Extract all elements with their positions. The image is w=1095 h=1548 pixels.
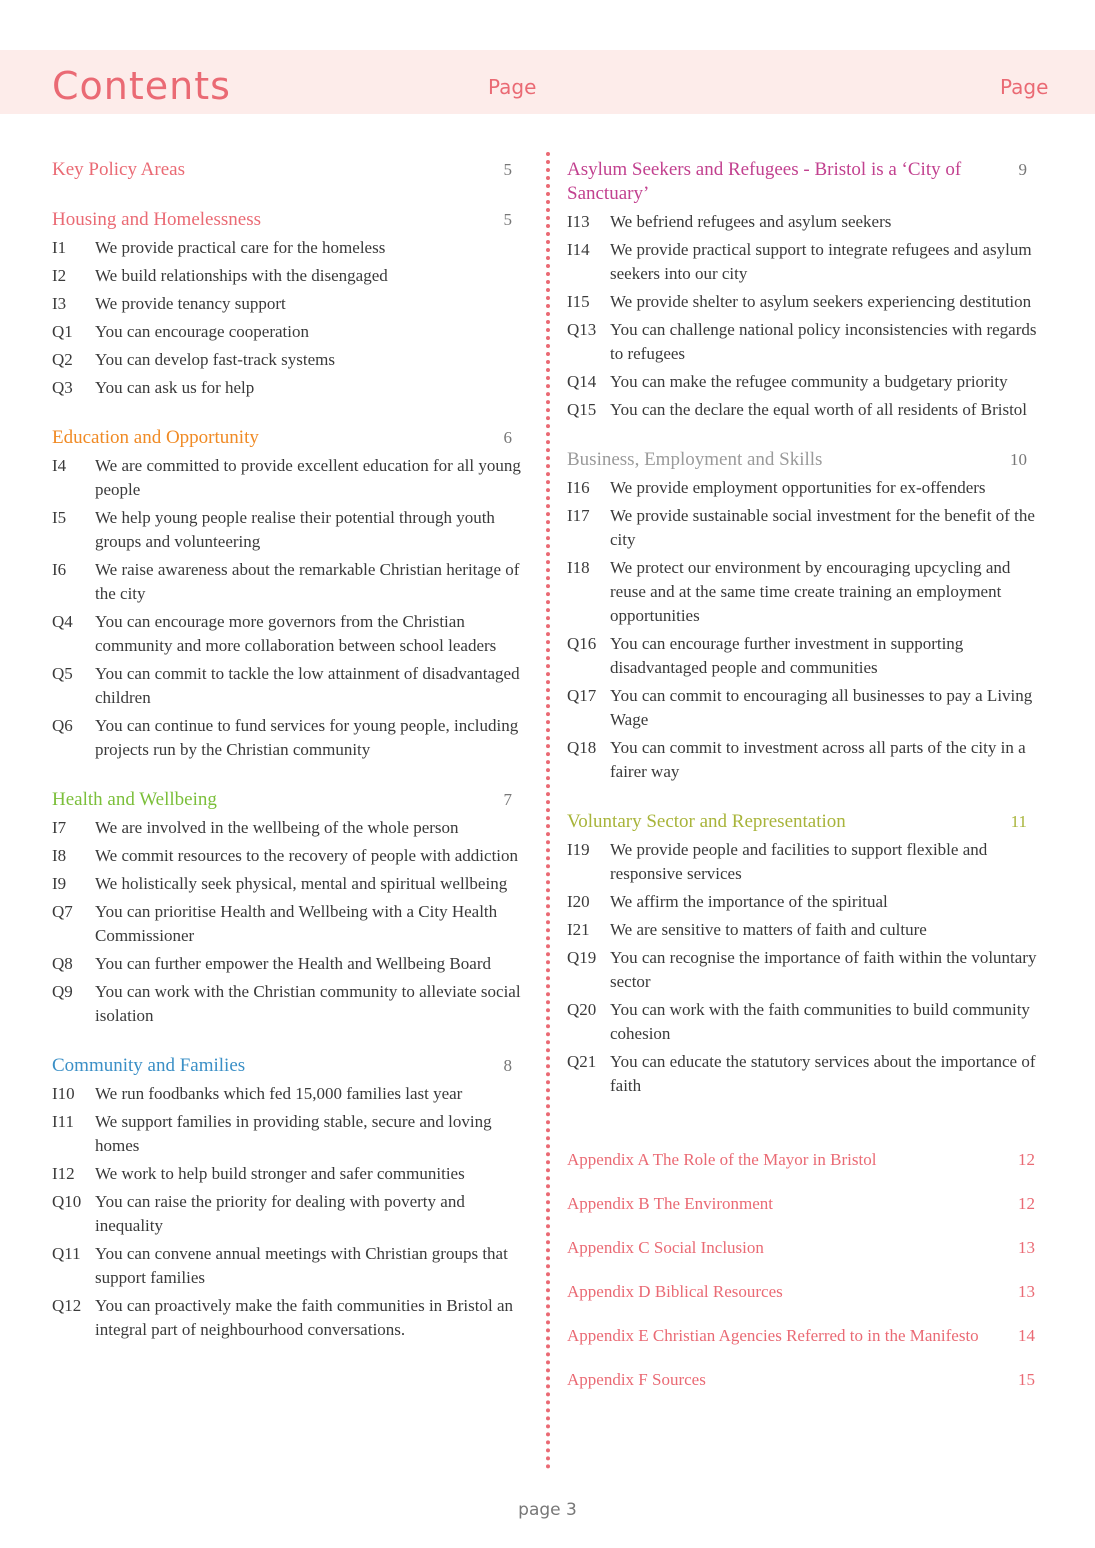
item-code: Q2 (52, 350, 73, 369)
item-code: Q10 (52, 1192, 82, 1211)
item-text: You can prioritise Health and Wellbeing with a City Health Commissioner (95, 902, 498, 945)
item-code: Q8 (52, 954, 73, 973)
section-title[interactable] (52, 426, 522, 450)
toc-item[interactable] (567, 632, 1037, 680)
toc-item[interactable] (52, 714, 522, 762)
item-text: We protect our environment by encouraging upcycling and reuse and at the same time create training an employment opportunities (610, 558, 1011, 625)
appendix-item[interactable] (567, 1236, 1037, 1260)
item-code: Q1 (52, 322, 73, 341)
toc-section-business (567, 448, 1037, 784)
toc-item[interactable] (567, 318, 1037, 366)
item-code: Q20 (567, 1000, 597, 1019)
item-code: I11 (52, 1112, 75, 1131)
item-text: You can ask us for help (95, 378, 255, 397)
toc-item[interactable] (52, 844, 522, 868)
item-code: Q13 (567, 320, 597, 339)
item-code: I9 (52, 874, 67, 893)
toc-item[interactable] (567, 736, 1037, 784)
item-code: I18 (567, 558, 590, 577)
item-code: I16 (567, 478, 590, 497)
item-text: We provide employment opportunities for ex-offenders (610, 478, 986, 497)
item-code: I1 (52, 238, 67, 257)
appendix-title: Appendix C Social Inclusion (567, 1238, 764, 1257)
item-code: I3 (52, 294, 67, 313)
item-text: You can further empower the Health and Wellbeing Board (95, 954, 491, 973)
appendix-page-number: 12 (1018, 1194, 1035, 1213)
toc-item[interactable] (567, 290, 1037, 314)
item-text: We support families in providing stable, secure and loving homes (95, 1112, 492, 1155)
section-page-number: 7 (503, 790, 512, 809)
section-title[interactable] (52, 208, 522, 232)
item-code: I6 (52, 560, 67, 579)
toc-item[interactable] (567, 556, 1037, 628)
toc-item[interactable] (567, 398, 1037, 422)
item-code: I14 (567, 240, 590, 259)
item-text: You can make the refugee community a budgetary priority (610, 372, 1008, 391)
toc-item[interactable] (567, 684, 1037, 732)
item-text: We commit resources to the recovery of people with addiction (95, 846, 519, 865)
section-title-text: Business, Employment and Skills (567, 449, 823, 470)
item-code: Q14 (567, 372, 597, 391)
item-text: We build relationships with the disengaged (95, 266, 388, 285)
toc-section-community (52, 1054, 522, 1342)
item-text: We are committed to provide excellent education for all young people (95, 456, 521, 499)
appendix-item[interactable] (567, 1368, 1037, 1392)
item-text: You can work with the faith communities to build community cohesion (610, 1000, 1030, 1043)
item-text: You can raise the priority for dealing with poverty and inequality (95, 1192, 465, 1235)
item-text: We provide practical care for the homeless (95, 238, 386, 257)
toc-section-key-policy (52, 158, 522, 182)
item-code: I13 (567, 212, 590, 231)
item-text: You can commit to encouraging all businesses to pay a Living Wage (610, 686, 1033, 729)
item-text: You can develop fast-track systems (95, 350, 336, 369)
toc-item[interactable] (567, 370, 1037, 394)
item-text: You can encourage more governors from the Christian community and more collaboration between school leaders (95, 612, 497, 655)
section-page-number: 6 (503, 428, 512, 447)
item-code: Q6 (52, 716, 73, 735)
toc-item[interactable] (567, 210, 1037, 234)
toc-item[interactable] (52, 1294, 522, 1342)
section-page-number: 11 (1010, 812, 1027, 831)
toc-item[interactable] (52, 952, 522, 976)
toc-item[interactable] (52, 236, 522, 260)
item-code: Q11 (52, 1244, 81, 1263)
item-text: You can recognise the importance of faith within the voluntary sector (610, 948, 1037, 991)
appendix-title: Appendix F Sources (567, 1370, 706, 1389)
toc-item[interactable] (52, 348, 522, 372)
item-text: You can educate the statutory services about the importance of faith (610, 1052, 1036, 1095)
item-code: I10 (52, 1084, 75, 1103)
section-title-text: Asylum Seekers and Refugees - Bristol is a ‘City of Sanctuary’ (567, 159, 962, 204)
item-code: I5 (52, 508, 67, 527)
item-code: Q15 (567, 400, 597, 419)
toc-item[interactable] (52, 900, 522, 948)
toc-item[interactable] (52, 1242, 522, 1290)
toc-item[interactable] (52, 264, 522, 288)
page-footer: page 3 (518, 1500, 577, 1520)
section-title-text: Voluntary Sector and Representation (567, 811, 846, 832)
item-code: Q16 (567, 634, 597, 653)
section-title[interactable] (52, 158, 522, 182)
toc-item[interactable] (52, 662, 522, 710)
item-code: I8 (52, 846, 67, 865)
item-text: We run foodbanks which fed 15,000 families last year (95, 1084, 463, 1103)
left-column (52, 158, 522, 1368)
toc-item[interactable] (52, 320, 522, 344)
item-text: We befriend refugees and asylum seekers (610, 212, 892, 231)
item-code: Q19 (567, 948, 597, 967)
item-code: I2 (52, 266, 67, 285)
toc-item[interactable] (567, 838, 1037, 886)
section-title-text: Key Policy Areas (52, 159, 185, 180)
section-title-text: Community and Families (52, 1055, 246, 1076)
appendix-title: Appendix E Christian Agencies Referred to in the Manifesto (567, 1326, 979, 1345)
appendix-title: Appendix B The Environment (567, 1194, 774, 1213)
appendix-page-number: 12 (1018, 1150, 1035, 1169)
item-text: We are involved in the wellbeing of the whole person (95, 818, 459, 837)
appendix-page-number: 13 (1018, 1282, 1035, 1301)
item-text: We raise awareness about the remarkable Christian heritage of the city (95, 560, 520, 603)
item-text: You can encourage further investment in supporting disadvantaged people and communities (610, 634, 964, 677)
toc-item[interactable] (52, 1082, 522, 1106)
toc-section-asylum (567, 158, 1037, 422)
section-title[interactable] (567, 448, 1037, 472)
item-text: You can convene annual meetings with Christian groups that support families (95, 1244, 508, 1287)
toc-item[interactable] (567, 504, 1037, 552)
item-text: We help young people realise their potential through youth groups and volunteering (95, 508, 495, 551)
toc-item[interactable] (567, 946, 1037, 994)
appendix-item[interactable] (567, 1324, 1037, 1348)
item-text: You can challenge national policy inconsistencies with regards to refugees (610, 320, 1037, 363)
appendix-page-number: 15 (1018, 1370, 1035, 1389)
item-text: We provide people and facilities to support flexible and responsive services (610, 840, 988, 883)
item-text: We holistically seek physical, mental and spiritual wellbeing (95, 874, 508, 893)
toc-item[interactable] (52, 454, 522, 502)
toc-item[interactable] (52, 816, 522, 840)
appendix-item[interactable] (567, 1192, 1037, 1216)
toc-section-voluntary (567, 810, 1037, 1098)
item-code: I7 (52, 818, 67, 837)
toc-item[interactable] (52, 1190, 522, 1238)
section-title[interactable] (567, 810, 1037, 834)
item-text: We provide sustainable social investment for the benefit of the city (610, 506, 1035, 549)
toc-item[interactable] (567, 890, 1037, 914)
toc-item[interactable] (52, 292, 522, 316)
item-text: We provide shelter to asylum seekers experiencing destitution (610, 292, 1032, 311)
toc-item[interactable] (567, 918, 1037, 942)
section-page-number: 5 (503, 160, 512, 179)
item-text: You can proactively make the faith communities in Bristol an integral part of neighbourhood conversations. (95, 1296, 513, 1339)
section-page-number: 10 (1010, 450, 1027, 469)
item-text: You can encourage cooperation (95, 322, 310, 341)
item-text: We affirm the importance of the spiritual (610, 892, 888, 911)
right-column (567, 158, 1037, 1412)
item-code: I15 (567, 292, 590, 311)
section-title[interactable] (52, 1054, 522, 1078)
appendix-title: Appendix A The Role of the Mayor in Bristol (567, 1150, 877, 1169)
toc-item[interactable] (52, 506, 522, 554)
item-code: I4 (52, 456, 67, 475)
toc-item[interactable] (52, 610, 522, 658)
item-text: We provide practical support to integrate refugees and asylum seekers into our city (610, 240, 1032, 283)
item-code: I19 (567, 840, 590, 859)
item-text: You can work with the Christian community to alleviate social isolation (95, 982, 521, 1025)
toc-item[interactable] (52, 376, 522, 400)
item-code: Q7 (52, 902, 73, 921)
toc-item[interactable] (567, 1050, 1037, 1098)
section-title-text: Housing and Homelessness (52, 209, 261, 230)
page-column-label-right: Page (1000, 75, 1049, 99)
appendix-item[interactable] (567, 1280, 1037, 1304)
appendix-item[interactable] (567, 1148, 1037, 1172)
appendix-list (567, 1148, 1037, 1392)
toc-item[interactable] (52, 558, 522, 606)
section-page-number: 8 (503, 1056, 512, 1075)
item-text: You can the declare the equal worth of all residents of Bristol (610, 400, 1028, 419)
item-text: You can commit to investment across all parts of the city in a fairer way (610, 738, 1026, 781)
toc-item[interactable] (567, 238, 1037, 286)
section-title-text: Education and Opportunity (52, 427, 259, 448)
toc-item[interactable] (52, 872, 522, 896)
section-title[interactable] (567, 158, 1037, 206)
item-code: I17 (567, 506, 590, 525)
toc-section-housing (52, 208, 522, 400)
item-code: Q21 (567, 1052, 597, 1071)
toc-item[interactable] (52, 1162, 522, 1186)
item-text: You can continue to fund services for young people, including projects run by the Christian community (95, 716, 519, 759)
section-title-text: Health and Wellbeing (52, 789, 217, 810)
page-title: Contents (52, 64, 231, 108)
toc-item[interactable] (567, 998, 1037, 1046)
toc-section-health (52, 788, 522, 1028)
appendix-page-number: 13 (1018, 1238, 1035, 1257)
item-code: Q17 (567, 686, 597, 705)
section-title[interactable] (52, 788, 522, 812)
section-page-number: 9 (1018, 160, 1027, 179)
item-code: Q18 (567, 738, 597, 757)
toc-section-education (52, 426, 522, 762)
toc-item[interactable] (52, 980, 522, 1028)
section-page-number: 5 (503, 210, 512, 229)
item-code: Q12 (52, 1296, 82, 1315)
item-code: Q3 (52, 378, 73, 397)
appendix-page-number: 14 (1018, 1326, 1035, 1345)
item-code: Q5 (52, 664, 73, 683)
item-code: Q4 (52, 612, 73, 631)
column-divider (546, 152, 550, 1470)
toc-item[interactable] (567, 476, 1037, 500)
item-code: I12 (52, 1164, 75, 1183)
item-text: We are sensitive to matters of faith and culture (610, 920, 927, 939)
item-text: We work to help build stronger and safer communities (95, 1164, 465, 1183)
item-text: You can commit to tackle the low attainment of disadvantaged children (95, 664, 520, 707)
page-column-label-left: Page (488, 75, 537, 99)
toc-item[interactable] (52, 1110, 522, 1158)
item-code: I20 (567, 892, 590, 911)
item-code: I21 (567, 920, 590, 939)
appendix-title: Appendix D Biblical Resources (567, 1282, 783, 1301)
item-code: Q9 (52, 982, 73, 1001)
item-text: We provide tenancy support (95, 294, 286, 313)
